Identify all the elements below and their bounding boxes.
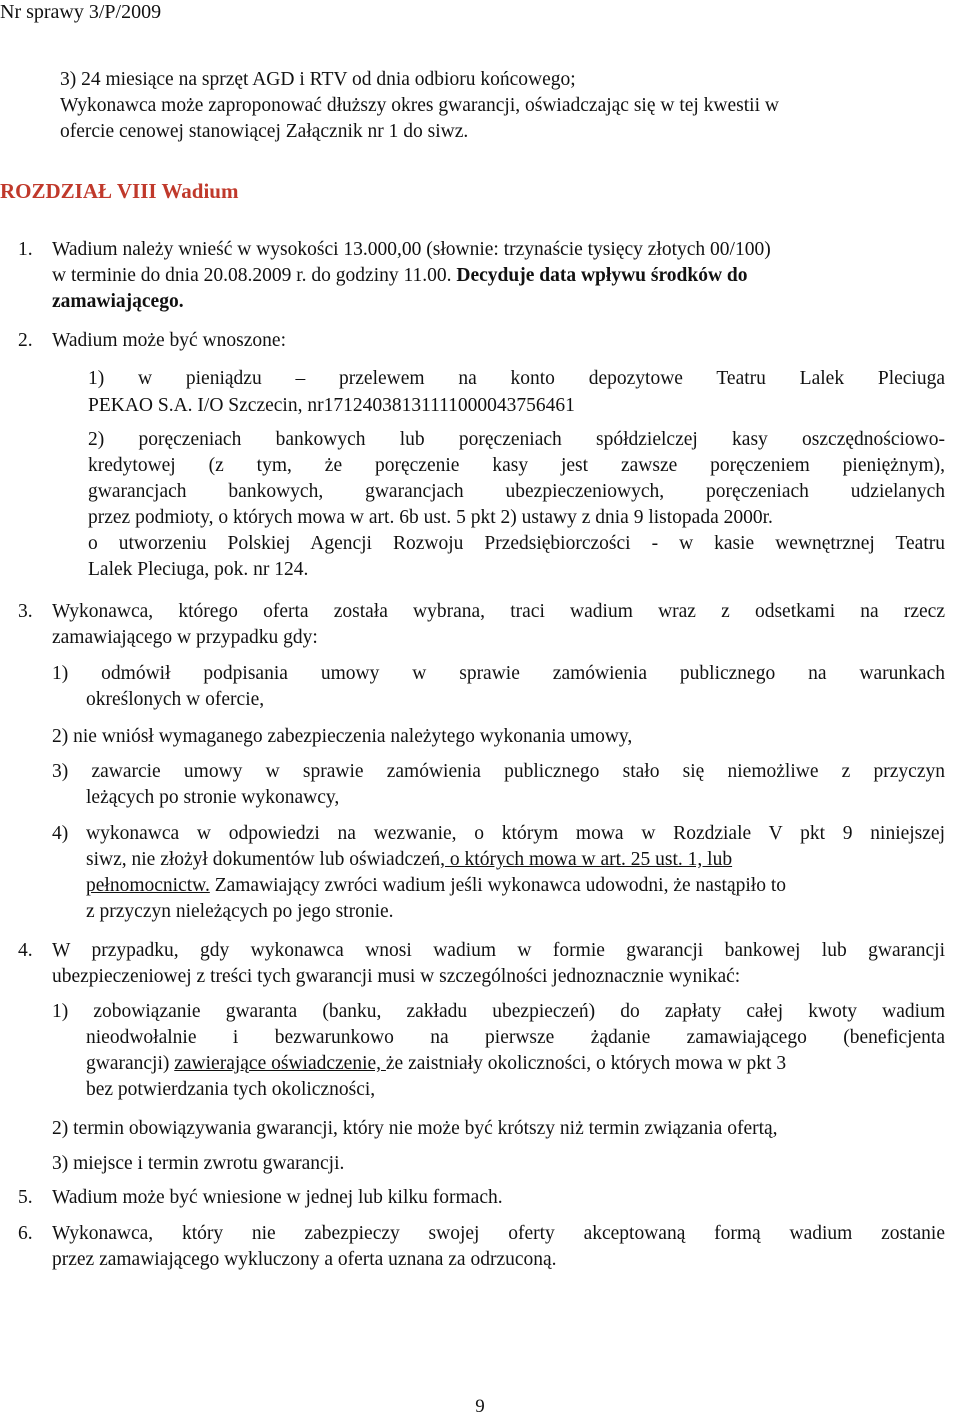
page-number: 9 [475, 1396, 485, 1417]
section-2-intro: Wadium może być wnoszone: [52, 330, 286, 351]
section-3-item-3 [52, 759, 945, 811]
underlined-text: pełnomocnictw. [86, 875, 210, 896]
section-6-text [52, 1221, 945, 1273]
underlined-text: zawierające oświadczenie, [174, 1053, 386, 1074]
bank-account-line: PEKAO S.A. I/O Szczecin, nr17124038131111000043756461 [88, 395, 575, 416]
item-line: z przyczyn nieleżących po jego stronie. [86, 901, 394, 922]
item-line: nieodwołalnie i bezwarunkowo na pierwsze żądanie zamawiającego (beneficjenta [86, 1027, 945, 1048]
section-number: 3. [18, 601, 33, 622]
warranty-line: 3) 24 miesiące na sprzęt AGD i RTV od dnia odbioru końcowego; [60, 69, 576, 90]
item-text: że zaistniały okoliczności, o których mowa w pkt 3 [385, 1053, 787, 1074]
section-3-item-1 [52, 661, 945, 713]
item-line: określonych w ofercie, [86, 689, 265, 710]
item-line: bez potwierdzania tych okoliczności, [86, 1079, 376, 1100]
section-number: 2. [18, 330, 33, 351]
section-number: 6. [18, 1223, 33, 1244]
item-2-line: 2) poręczeniach bankowych lub poręczeniach spółdzielczej kasy oszczędnościowo- [88, 429, 945, 450]
section-4-line: W przypadku, gdy wykonawca wnosi wadium w formie gwarancji bankowej lub gwarancji [52, 940, 945, 961]
section-3-intro [52, 599, 945, 651]
item-line: 4) wykonawca w odpowiedzi na wezwanie, o którym mowa w Rozdziale V pkt 9 niniejszej [52, 823, 945, 844]
deadline-emphasis-end: zamawiającego. [52, 291, 184, 312]
warranty-line: ofercie cenowej stanowiącej Załącznik nr 1 do siwz. [60, 121, 469, 142]
item-2-line: gwarancjach bankowych, gwarancjach ubezpieczeniowych, poręczeniach udzielanych [88, 481, 945, 502]
section-1-deadline [52, 263, 945, 289]
item-text: Zamawiający zwróci wadium jeśli wykonawca udowodni, że nastąpiło to [209, 875, 786, 896]
item-2-line: kredytowej (z tym, że poręczenie kasy jest zawsze poręczeniem pieniężnym), [88, 455, 945, 476]
deadline-text: w terminie do dnia 20.08.2009 r. do godziny 11.00. [52, 265, 457, 286]
section-3-item-2: 2) nie wniósł wymaganego zabezpieczenia należytego wykonania umowy, [52, 726, 633, 747]
warranty-line: Wykonawca może zaproponować dłuższy okres gwarancji, oświadczając się w tej kwestii w [60, 95, 779, 116]
case-number-header: Nr sprawy 3/P/2009 [0, 1, 162, 23]
item-line [52, 1051, 945, 1077]
section-3-line: zamawiającego w przypadku gdy: [52, 627, 318, 648]
section-4-intro [52, 938, 945, 990]
section-6-line: przez zamawiającego wykluczony a oferta uznana za odrzuconą. [52, 1249, 557, 1270]
section-1 [52, 237, 945, 315]
item-2-line: Lalek Pleciuga, pok. nr 124. [88, 559, 309, 580]
item-line: leżących po stronie wykonawcy, [86, 787, 340, 808]
item-text: siwz, nie złożył dokumentów lub oświadczeń [86, 849, 441, 870]
section-4-item-3: 3) miejsce i termin zwrotu gwarancji. [52, 1153, 345, 1174]
item-text: gwarancji) [86, 1053, 175, 1074]
deadline-emphasis: Decyduje data wpływu środków do [456, 265, 748, 286]
underlined-text: , o których mowa w art. 25 ust. 1, lub [440, 849, 733, 870]
section-6-line: Wykonawca, który nie zabezpieczy swojej oferty akceptowaną formą wadium zostanie [52, 1223, 945, 1244]
item-2-line: o utworzeniu Polskiej Agencji Rozwoju Przedsiębiorczości - w kasie wewnętrznej Teatru [88, 533, 945, 554]
item-line [52, 847, 945, 873]
item-line: 3) zawarcie umowy w sprawie zamówienia publicznego stało się niemożliwe z przyczyn [52, 761, 945, 782]
section-number: 1. [18, 239, 33, 260]
section-number: 5. [18, 1187, 33, 1208]
section-3-line: Wykonawca, którego oferta została wybrana, traci wadium wraz z odsetkami na rzecz [52, 601, 945, 622]
section-4-item-1 [52, 999, 945, 1103]
chapter-title: ROZDZIAŁ VIII Wadium [0, 179, 239, 203]
item-2-line: przez podmioty, o których mowa w art. 6b ust. 5 pkt 2) ustawy z dnia 9 listopada 2000r. [88, 507, 773, 528]
section-4-line: ubezpieczeniowej z treści tych gwarancji musi w szczególności jednoznacznie wynikać: [52, 966, 741, 987]
warranty-item [60, 67, 950, 145]
section-2-item-2 [88, 427, 945, 583]
section-2-item-1: 1) w pieniądzu – przelewem na konto depozytowe Teatru Lalek Pleciuga [88, 368, 945, 389]
item-line [52, 873, 945, 899]
section-3-item-4 [52, 821, 945, 925]
item-line: 1) odmówił podpisania umowy w sprawie zamówienia publicznego na warunkach [52, 663, 945, 684]
section-1-line: Wadium należy wnieść w wysokości 13.000,00 (słownie: trzynaście tysięcy złotych 00/100) [52, 239, 771, 260]
section-number: 4. [18, 940, 33, 961]
section-5-text: Wadium może być wniesione w jednej lub kilku formach. [52, 1187, 503, 1208]
section-4-item-2: 2) termin obowiązywania gwarancji, który nie może być krótszy niż termin związania ofertą, [52, 1118, 778, 1139]
item-line: 1) zobowiązanie gwaranta (banku, zakładu ubezpieczeń) do zapłaty całej kwoty wadium [52, 1001, 945, 1022]
